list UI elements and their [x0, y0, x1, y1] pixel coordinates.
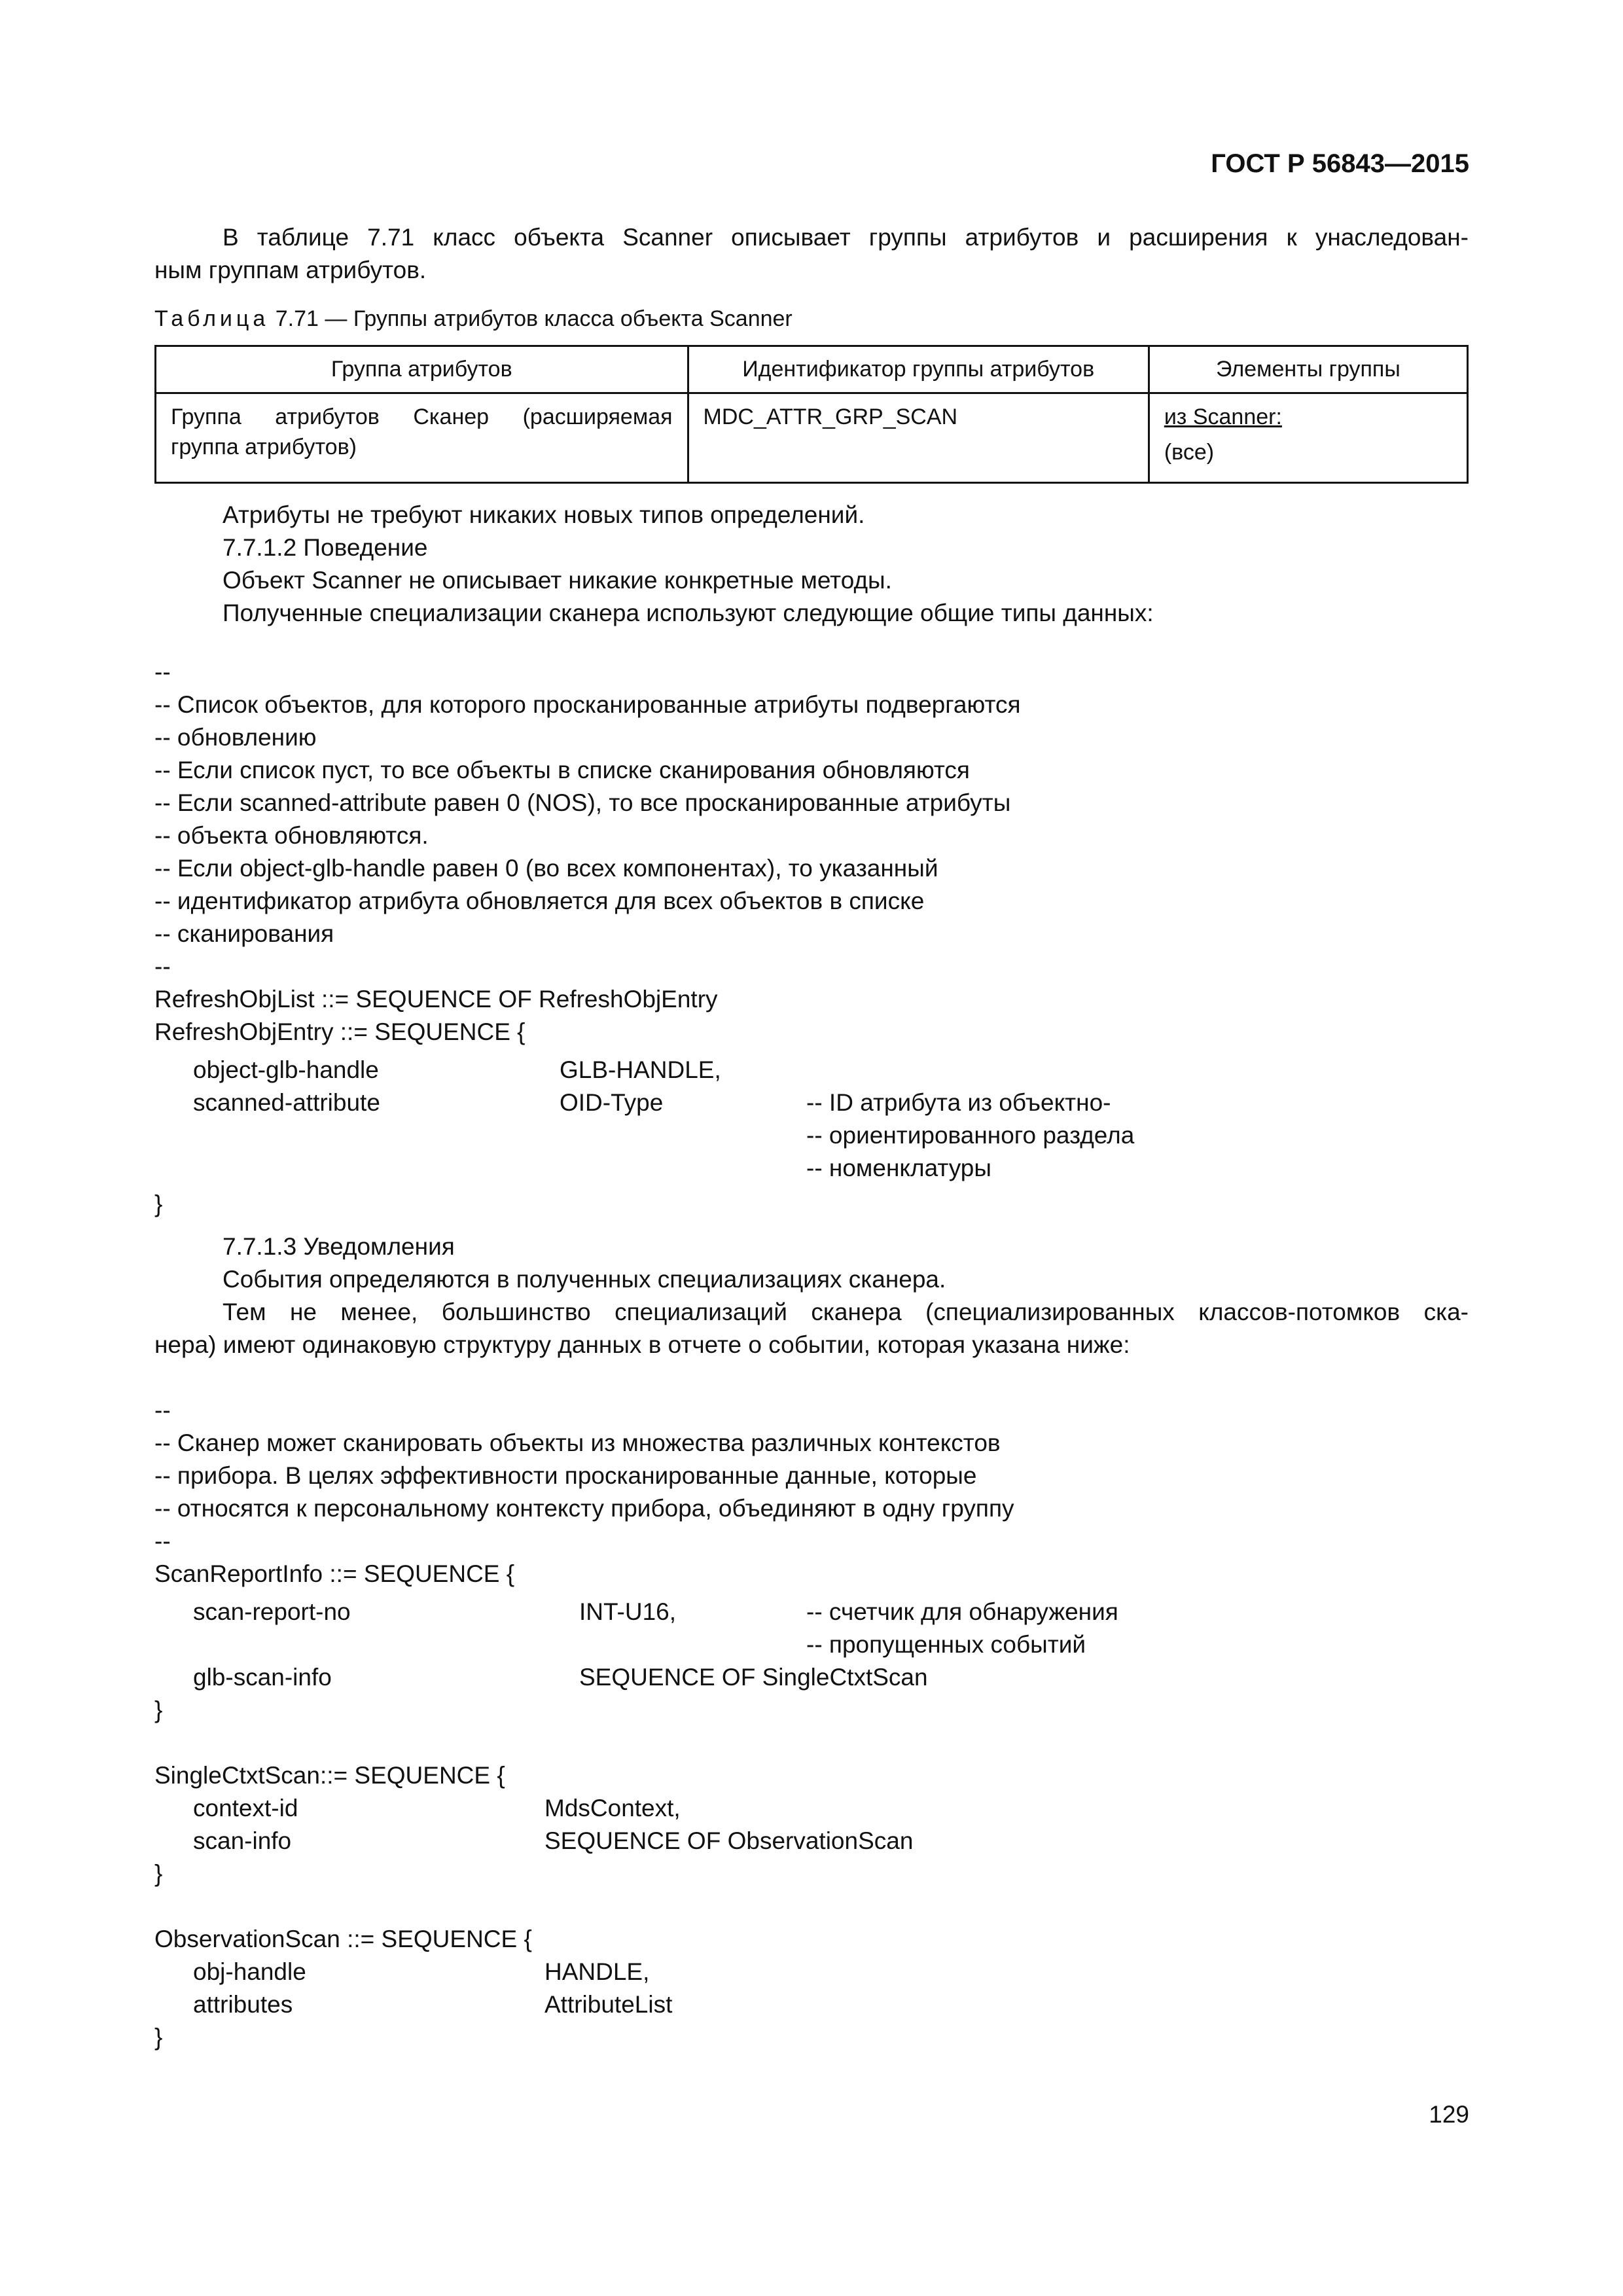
code-field-name: scanned-attribute — [193, 1089, 380, 1116]
code-comment: -- сканирования — [154, 920, 334, 947]
text-events-defined: События определяются в полученных специализациях сканера. — [223, 1266, 946, 1293]
code-comment: -- Если object-glb-handle равен 0 (во всех компонентах), то указанный — [154, 855, 938, 882]
code-comment: -- идентификатор атрибута обновляется для всех объектов в списке — [154, 888, 925, 914]
code-field-type: AttributeList — [544, 1991, 673, 2018]
code-comment: -- пропущенных событий — [806, 1631, 1086, 1658]
code-close-brace: } — [154, 1696, 163, 1723]
table-row — [156, 393, 1468, 483]
attribute-groups-table — [154, 345, 1469, 484]
code-comment: -- — [154, 953, 171, 980]
intro-line-2: ным группам атрибутов. — [154, 257, 427, 283]
cell-group-line-2: группа атрибутов) — [171, 435, 357, 459]
paragraph-line-2: нера) имеют одинаковую структуру данных в отчете о событии, которая указана ниже: — [154, 1331, 1130, 1358]
code-refreshobjlist-def: RefreshObjList ::= SEQUENCE OF RefreshObjEntry — [154, 986, 718, 1013]
code-close-brace: } — [154, 1191, 163, 1217]
text-no-methods: Объект Scanner не описывает никакие конкретные методы. — [223, 567, 892, 594]
code-field-name: attributes — [193, 1991, 293, 2018]
paragraph-line-1: Тем не менее, большинство специализаций сканера (специализированных классов-потомков ска- — [223, 1299, 1469, 1325]
code-comment: -- Сканер может сканировать объекты из множества различных контекстов — [154, 1429, 1001, 1456]
cell-group-line-1: Группа атрибутов Сканер (расширяемая — [171, 404, 673, 429]
code-field-type: INT-U16, — [579, 1598, 677, 1625]
code-comment: -- ориентированного раздела — [806, 1122, 1135, 1149]
code-field-type: OID-Type — [560, 1089, 664, 1116]
section-7-7-1-3-heading: 7.7.1.3 Уведомления — [223, 1233, 455, 1260]
code-field-type: MdsContext, — [544, 1795, 681, 1821]
page-number: 129 — [1429, 2101, 1469, 2128]
code-comment: -- счетчик для обнаружения — [806, 1598, 1118, 1625]
code-scanreportinfo-def: ScanReportInfo ::= SEQUENCE { — [154, 1560, 515, 1587]
code-comment: -- ID атрибута из объектно- — [806, 1089, 1111, 1116]
cell-group-identifier: MDC_ATTR_GRP_SCAN — [688, 393, 1149, 483]
code-field-name: context-id — [193, 1795, 298, 1821]
intro-line-1: В таблице 7.71 класс объекта Scanner описывает группы атрибутов и расширения к унаследован- — [223, 224, 1469, 251]
code-comment: -- Если список пуст, то все объекты в списке сканирования обновляются — [154, 757, 970, 783]
code-comment: -- — [154, 658, 171, 685]
code-field-name: scan-report-no — [193, 1598, 351, 1625]
code-comment: -- Если scanned-attribute равен 0 (NOS), то все просканированные атрибуты — [154, 789, 1011, 816]
code-field-type: HANDLE, — [544, 1958, 650, 1985]
code-field-name: scan-info — [193, 1827, 292, 1854]
cell-elements-all: (все) — [1164, 440, 1215, 465]
code-comment: -- номенклатуры — [806, 1155, 991, 1181]
text-no-new-types: Атрибуты не требуют никаких новых типов определений. — [223, 501, 865, 528]
code-comment: -- Список объектов, для которого просканированные атрибуты подвергаются — [154, 691, 1021, 718]
code-singlectxtscan-def: SingleCtxtScan::= SEQUENCE { — [154, 1762, 505, 1789]
code-refreshobjentry-def: RefreshObjEntry ::= SEQUENCE { — [154, 1018, 526, 1045]
code-comment: -- обновлению — [154, 724, 317, 751]
header-group-identifier: Идентификатор группы атрибутов — [688, 346, 1149, 393]
section-7-7-1-2-heading: 7.7.1.2 Поведение — [223, 534, 428, 561]
header-attribute-group: Группа атрибутов — [156, 346, 688, 393]
text-derived-data-types: Полученные специализации сканера используют следующие общие типы данных: — [223, 600, 1154, 626]
code-field-name: glb-scan-info — [193, 1664, 332, 1691]
table-caption-prefix: Таблица — [154, 306, 270, 331]
cell-elements-source: из Scanner: — [1164, 404, 1282, 429]
cell-group-elements — [1149, 393, 1467, 483]
cell-attribute-group — [156, 393, 688, 483]
document-id-header: ГОСТ Р 56843—2015 — [1211, 149, 1469, 178]
code-field-name: obj-handle — [193, 1958, 306, 1985]
code-comment: -- относятся к персональному контексту прибора, объединяют в одну группу — [154, 1495, 1014, 1522]
code-comment: -- — [154, 1397, 171, 1424]
code-comment: -- прибора. В целях эффективности просканированные данные, которые — [154, 1462, 977, 1489]
table-header-row — [156, 346, 1468, 393]
code-comment: -- объекта обновляются. — [154, 822, 429, 849]
table-caption — [154, 306, 793, 332]
header-group-elements: Элементы группы — [1149, 346, 1467, 393]
code-field-type: SEQUENCE OF SingleCtxtScan — [579, 1664, 928, 1691]
code-observationscan-def: ObservationScan ::= SEQUENCE { — [154, 1926, 532, 1952]
table-caption-title: 7.71 — Группы атрибутов класса объекта Scanner — [269, 306, 793, 331]
code-close-brace: } — [154, 2024, 163, 2051]
code-field-type: SEQUENCE OF ObservationScan — [544, 1827, 914, 1854]
code-close-brace: } — [154, 1860, 163, 1887]
code-comment: -- — [154, 1528, 171, 1554]
code-field-name: object-glb-handle — [193, 1056, 379, 1083]
code-field-type: GLB-HANDLE, — [560, 1056, 721, 1083]
